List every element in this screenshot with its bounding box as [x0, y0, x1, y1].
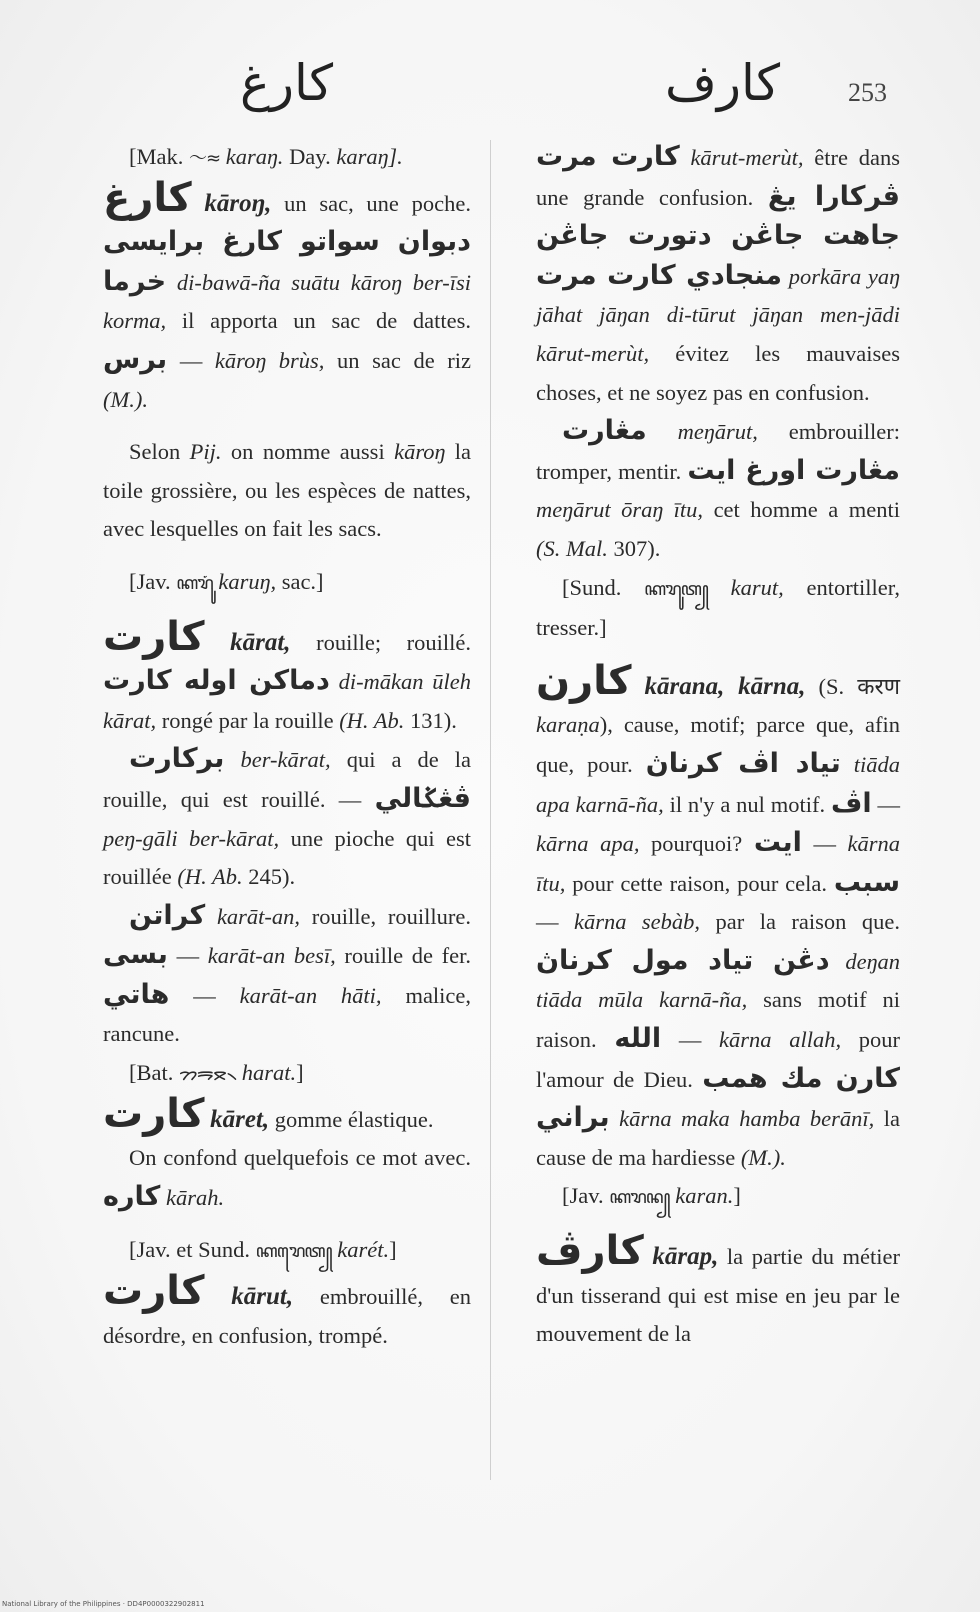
scan-footer: National Library of the Philippines · DD4P0000322902811	[2, 1600, 205, 1608]
left-column	[103, 138, 471, 1355]
entry-karana: كارن kārana, kārna, (S. करण karaṇa), cause, motif; parce que, afin que, pour. تياد اڤ كرناڽ tiāda apa karnā-ña, il n'y a nul motif. اڤ — kārna apa, pourquoi? ايت — kārna ītu, pour cette raison, pour cela. سبب — kārna sebàb, par la raison que. دڠن تياد مول كرناڽ deŋan tiāda mūla karnā-ña, sans motif ni raison. الله — kārna allah, pour l'amour de Dieu. كارن مك همب براني kārna maka hamba berānī, la cause de ma hardiesse (M.).	[536, 657, 901, 1170]
subentry-karat-an: كراتن karāt-an, rouille, rouillure. بسى — karāt-an besī, rouille de fer. هاتي — karāt-an hāti, malice, rancune.	[103, 899, 472, 1047]
entry-karat: كارت kārat, rouille; rouillé. دماكن اوله كارت di-mākan ūleh kārat, rongé par la rouille (H. Ab. 131).	[103, 613, 472, 733]
note-jav-karan: [Jav. ꦏꦫꦤ꧀ karan.]	[562, 1183, 741, 1209]
entry-karap: كارڤ kārap, la partie du métier d'un tisserand qui est mise en jeu par le mouvement de la	[536, 1228, 900, 1347]
subentry-mengarut: مڠارت meŋārut, embrouiller: tromper, mentir. مڠارت اورغ ايت meŋārut ōraŋ ītu, cet homme a menti (S. Mal. 307).	[536, 415, 900, 561]
running-head-right: كارف	[665, 55, 781, 111]
subentry-ber-karat: بركارت ber-kārat, qui a de la rouille, qui est rouillé. — ڤڠݢالي peŋ-gāli ber-kārat, une pioche qui est rouillée (H. Ab. 245).	[103, 743, 472, 890]
note-sund-karut: [Sund. ꦏꦫꦸꦠ꧀ karut, entortiller, tresser.]	[536, 574, 900, 641]
note-confond: On confond quelquefois ce mot avec. كاره kārah.	[103, 1145, 471, 1212]
page-number: 253	[848, 78, 887, 107]
subentry-karut-merut: كارت مرت kārut-merùt, être dans une grande confusion. ڤركارا يڠ جاهت جاڠن دتورت جاڠن منجادي كارت مرت porkāra yaŋ jāhat jāŋan di-tūrut jāŋan men-jādi kārut-merùt, évitez les mauvaises choses, et ne soyez pas en confusion.	[536, 141, 901, 405]
entry-karut: كارت kārut, embrouillé, en désordre, en confusion, trompé.	[103, 1268, 471, 1348]
entry-karet: كارت kāret, gomme élastique.	[103, 1090, 434, 1137]
right-column	[536, 138, 900, 1354]
entry-karong: كارغ kāroŋ, un sac, une poche. دبوان سواتو كارغ برايسى خرما di-bawā-ña suātu kāroŋ ber-īsi korma, il apporta un sac de dattes. برس — kāroŋ brùs, un sac de riz (M.).	[103, 174, 472, 412]
note-jav-sund-karet: [Jav. et Sund. ꦏꦫꦺꦠ꧀ karét.]	[129, 1237, 397, 1263]
note-selon-pij: Selon Pij. on nomme aussi kāroŋ la toile grossière, ou les espèces de nattes, avec lesquelles on fait les sacs.	[103, 439, 471, 542]
note-bat-harat: [Bat. ᯂᯒᯖ᯲ harat.]	[129, 1060, 304, 1086]
note-jav-karung: [Jav. ꦏꦫꦸꦁ karuŋ, sac.]	[129, 568, 324, 594]
running-head-left: كارغ	[240, 55, 334, 111]
entry-mak: [Mak. 〜≈ karaŋ. Day. karaŋ].	[129, 144, 403, 169]
column-divider	[490, 140, 491, 1480]
